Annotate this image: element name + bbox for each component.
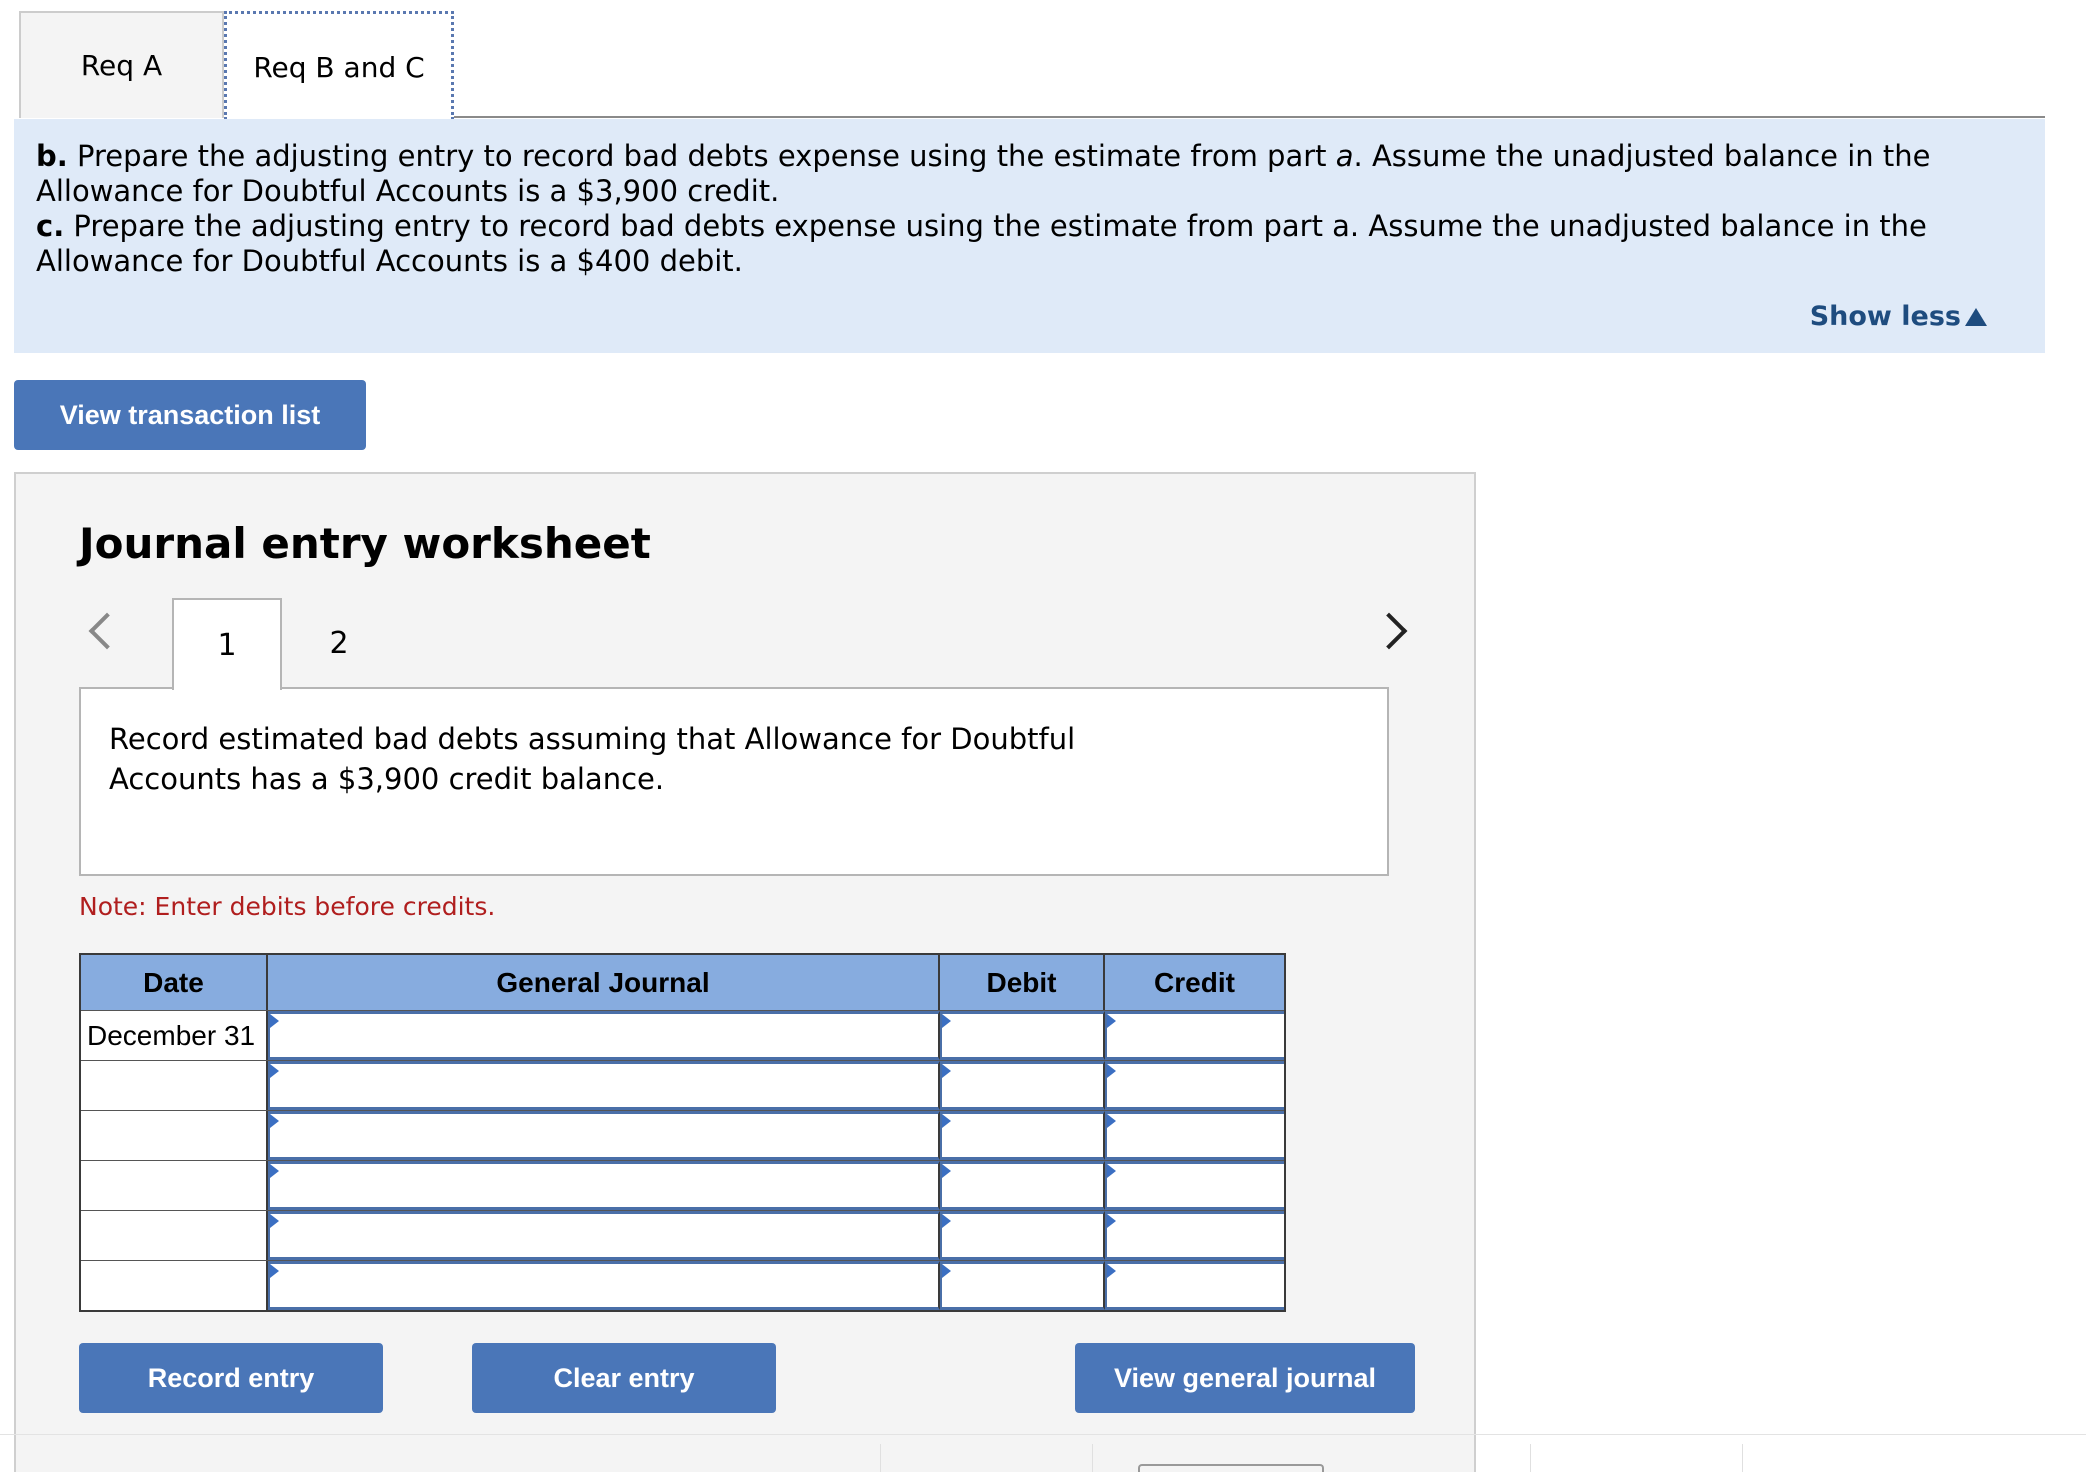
requirement-tabs bbox=[19, 11, 2045, 118]
date-cell bbox=[81, 1111, 268, 1160]
entry-pager bbox=[78, 598, 1418, 688]
tab-req-a[interactable] bbox=[19, 11, 224, 118]
worksheet-title: Journal entry worksheet bbox=[79, 519, 651, 568]
cell-marker-icon bbox=[942, 1164, 951, 1178]
instruction-b-line1: b. Prepare the adjusting entry to record bad debts expense using the estimate from part a. Assume the unadjusted balance in the bbox=[36, 139, 1931, 173]
footer-widget[interactable] bbox=[1138, 1464, 1324, 1472]
tab-req-b-and-c-label: Req B and C bbox=[253, 50, 425, 84]
note-text: Note: Enter debits before credits. bbox=[79, 892, 496, 921]
cell-marker-icon bbox=[270, 1164, 279, 1178]
cell-marker-icon bbox=[270, 1014, 279, 1028]
cell-marker-icon bbox=[942, 1214, 951, 1228]
cell-marker-icon bbox=[270, 1214, 279, 1228]
date-cell bbox=[81, 1211, 268, 1260]
debit-input[interactable] bbox=[940, 1161, 1105, 1210]
date-cell bbox=[81, 1061, 268, 1110]
cell-marker-icon bbox=[942, 1264, 951, 1278]
instruction-c-line2: Allowance for Doubtful Accounts is a $400 debit. bbox=[36, 244, 743, 278]
header-general-journal: General Journal bbox=[268, 955, 940, 1010]
cell-marker-icon bbox=[942, 1014, 951, 1028]
journal-entry-worksheet bbox=[14, 472, 1476, 1472]
instructions-panel bbox=[14, 119, 2045, 353]
debit-input[interactable] bbox=[940, 1111, 1105, 1160]
instruction-c-line1: c. Prepare the adjusting entry to record bad debts expense using the estimate from part a. Assume the unadjusted balance in the bbox=[36, 209, 1927, 243]
tab-req-a-label: Req A bbox=[80, 49, 163, 82]
header-credit: Credit bbox=[1154, 966, 1235, 998]
show-less-link[interactable] bbox=[1810, 301, 1987, 332]
debit-input[interactable] bbox=[940, 1061, 1105, 1110]
debit-input[interactable] bbox=[940, 1261, 1105, 1310]
credit-input[interactable] bbox=[1105, 1061, 1284, 1110]
view-transaction-list-button[interactable]: View transaction list bbox=[14, 380, 366, 450]
footer-separator bbox=[880, 1444, 881, 1472]
entry-description: Record estimated bad debts assuming that Allowance for Doubtful Accounts has a $3,900 credit balance. bbox=[109, 722, 1076, 796]
chevron-left-icon[interactable] bbox=[89, 613, 126, 650]
general-journal-input[interactable] bbox=[268, 1061, 940, 1110]
triangle-up-icon bbox=[1965, 308, 1987, 326]
header-debit: Debit bbox=[940, 955, 1105, 1010]
general-journal-table bbox=[79, 953, 1286, 1312]
footer-divider bbox=[0, 1434, 2086, 1435]
general-journal-input[interactable] bbox=[268, 1111, 940, 1160]
header-date: Date bbox=[81, 955, 268, 1010]
general-journal-input[interactable] bbox=[268, 1161, 940, 1210]
general-journal-input[interactable] bbox=[268, 1011, 940, 1060]
table-row bbox=[81, 1160, 1284, 1210]
page-tab-2[interactable]: 2 bbox=[329, 625, 349, 661]
cell-marker-icon bbox=[1107, 1264, 1116, 1278]
chevron-right-icon[interactable] bbox=[1371, 613, 1408, 650]
credit-input[interactable] bbox=[1105, 1261, 1284, 1310]
page-tab-1[interactable]: 1 bbox=[172, 598, 282, 690]
table-row bbox=[81, 1110, 1284, 1160]
cell-marker-icon bbox=[1107, 1014, 1116, 1028]
cell-marker-icon bbox=[1107, 1164, 1116, 1178]
view-general-journal-button[interactable]: View general journal bbox=[1075, 1343, 1415, 1413]
cell-marker-icon bbox=[270, 1264, 279, 1278]
instruction-b-line2: Allowance for Doubtful Accounts is a $3,900 credit. bbox=[36, 174, 780, 208]
debit-input[interactable] bbox=[940, 1211, 1105, 1260]
entry-description-box bbox=[79, 687, 1389, 876]
cell-marker-icon bbox=[1107, 1114, 1116, 1128]
credit-input[interactable] bbox=[1105, 1011, 1284, 1060]
table-row bbox=[81, 1060, 1284, 1110]
date-cell bbox=[81, 1161, 268, 1210]
clear-entry-button[interactable]: Clear entry bbox=[472, 1343, 776, 1413]
general-journal-input[interactable] bbox=[268, 1211, 940, 1260]
show-less-label: Show less bbox=[1809, 301, 1961, 332]
credit-input[interactable] bbox=[1105, 1161, 1284, 1210]
tab-req-b-and-c[interactable] bbox=[224, 11, 454, 120]
table-row bbox=[81, 1210, 1284, 1260]
cell-marker-icon bbox=[942, 1114, 951, 1128]
date-cell bbox=[81, 1261, 268, 1310]
record-entry-button[interactable]: Record entry bbox=[79, 1343, 383, 1413]
footer-separator bbox=[1742, 1444, 1743, 1472]
general-journal-input[interactable] bbox=[268, 1261, 940, 1310]
footer-separator bbox=[1530, 1444, 1531, 1472]
cell-marker-icon bbox=[942, 1064, 951, 1078]
footer-separator bbox=[1092, 1444, 1093, 1472]
credit-input[interactable] bbox=[1105, 1111, 1284, 1160]
cell-marker-icon bbox=[1107, 1214, 1116, 1228]
cell-marker-icon bbox=[1107, 1064, 1116, 1078]
debit-input[interactable] bbox=[940, 1011, 1105, 1060]
table-row bbox=[81, 1010, 1284, 1060]
table-row bbox=[81, 1260, 1284, 1310]
credit-input[interactable] bbox=[1105, 1211, 1284, 1260]
date-cell: December 31 bbox=[81, 1011, 268, 1060]
cell-marker-icon bbox=[270, 1114, 279, 1128]
cell-marker-icon bbox=[270, 1064, 279, 1078]
table-header bbox=[81, 955, 1284, 1010]
table-body bbox=[81, 1010, 1284, 1310]
